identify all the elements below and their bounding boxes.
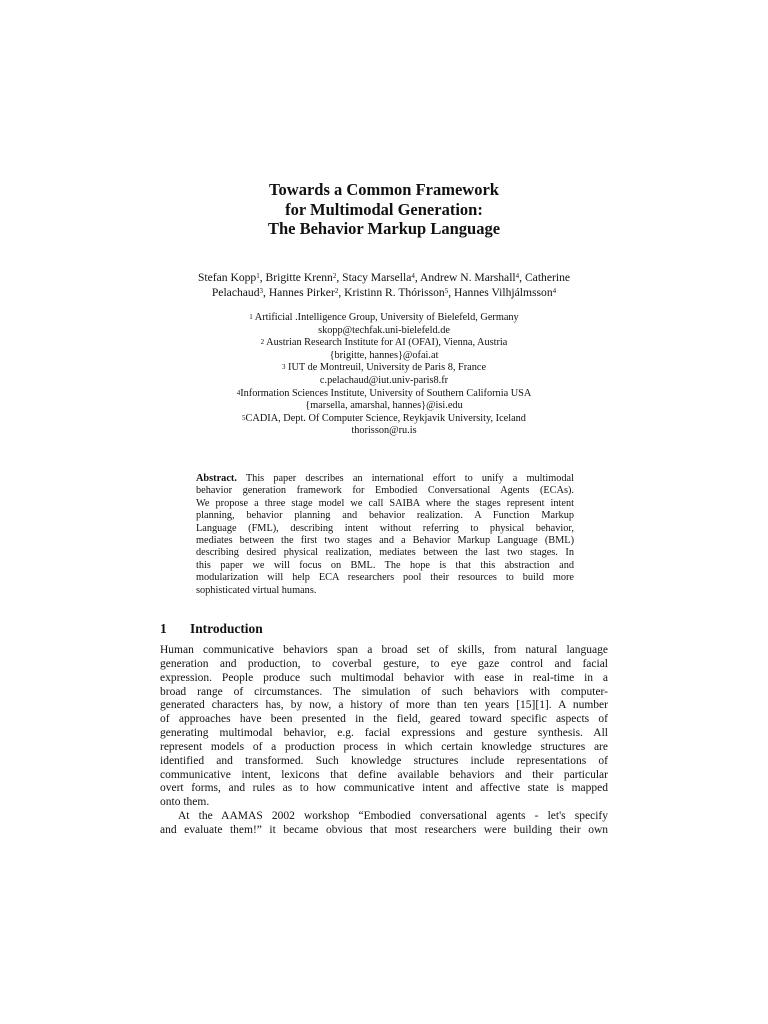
affiliation-marker: 3 xyxy=(281,363,286,372)
affiliation-text: skopp@techfak.uni-bielefeld.de xyxy=(318,324,450,336)
abstract-line: modularization will help ECA researchers pool their resources to build more xyxy=(196,572,574,584)
author-separator: , xyxy=(263,286,269,299)
title-line: for Multimodal Generation: xyxy=(285,199,483,219)
abstract-line: behavior generation framework for Embodied Conversational Agents (ECAs). xyxy=(196,485,574,497)
body-line: broad range of circumstances. The simulation of such behaviors with computer- xyxy=(160,685,608,698)
affiliation-line xyxy=(160,413,608,426)
affiliation-text: thorisson@ru.is xyxy=(351,425,417,437)
abstract-line: Language (FML), describing intent without referring to physical behavior, xyxy=(196,522,574,534)
affiliation-email xyxy=(160,375,608,388)
author-name: Andrew N. Marshall xyxy=(420,271,516,284)
body-line: generated characters has, by now, a history of more than ten years [15][1]. A number xyxy=(160,699,608,712)
author-name: Stefan Kopp xyxy=(197,271,257,284)
author-name: Hannes Vilhjálmsson xyxy=(454,286,553,299)
abstract-line: sophisticated virtual humans. xyxy=(196,584,317,596)
author-name: Hannes Pirker xyxy=(268,286,335,299)
author-name: Brigitte Krenn xyxy=(265,271,333,284)
body-line: of approaches have been presented in the field, geared toward specific aspects of xyxy=(160,713,608,726)
body-line: onto them. xyxy=(160,796,210,809)
body-line: and evaluate them!” it became obvious that most researchers were building their own xyxy=(160,823,608,836)
title-line: The Behavior Markup Language xyxy=(267,219,501,238)
abstract-text: This paper describes an international effort to unify a multimodal xyxy=(236,473,574,484)
abstract-line: describing desired physical realization, mediates between the last two stages. In xyxy=(196,547,574,559)
section-title: Introduction xyxy=(190,621,263,636)
body-text xyxy=(160,644,608,838)
affiliation-text: IUT de Montreuil, University de Paris 8, France xyxy=(285,362,487,374)
author-line-1 xyxy=(160,270,608,285)
author-separator: , xyxy=(338,286,345,299)
abstract-line xyxy=(196,473,574,485)
author-line-2 xyxy=(160,285,608,300)
paper-title xyxy=(160,180,608,239)
author-affil-marker: 3 xyxy=(259,287,264,295)
author-separator: , xyxy=(448,286,455,299)
author-affil-marker: 1 xyxy=(256,272,260,280)
affiliation-line xyxy=(160,362,608,375)
affiliation-marker: 4 xyxy=(236,388,241,397)
section-heading xyxy=(160,620,263,637)
affiliation-text: {brigitte, hannes}@ofai.at xyxy=(329,349,439,361)
body-line: represent models of a production process in which certain knowledge structures are xyxy=(160,740,608,753)
affiliation-text: CADIA, Dept. Of Computer Science, Reykjavik University, Iceland xyxy=(245,412,526,424)
abstract-line: mediates between the first two stages and a Behavior Markup Language (BML) xyxy=(196,535,574,547)
body-line: overt forms, and rules as to how communicative intent and affective state is mapped xyxy=(160,782,608,795)
affiliation-line xyxy=(160,337,608,350)
affiliation-text: Austrian Research Institute for AI (OFAI), Vienna, Austria xyxy=(264,337,508,349)
abstract-label: Abstract. xyxy=(196,473,237,484)
author-name: Kristinn R. Thórisson xyxy=(344,286,445,299)
body-line: At the AAMAS 2002 workshop “Embodied conversational agents - let's specify xyxy=(178,810,608,823)
affiliation-marker: 1 xyxy=(249,313,253,321)
author-separator: , Catherine xyxy=(519,271,571,284)
affiliation-line xyxy=(160,312,608,325)
affiliation-marker: 2 xyxy=(260,338,265,347)
body-line: generation and production, to coverbal gesture, to eye gaze control and facial xyxy=(160,657,608,670)
affiliation-text: c.pelachaud@iut.univ-paris8.fr xyxy=(319,374,449,386)
author-affil-marker: 4 xyxy=(411,272,415,280)
affiliation-text: Artificial .Intelligence Group, University of Bielefeld, Germany xyxy=(252,312,519,323)
author-affil-marker: 4 xyxy=(552,287,557,295)
abstract-line: We propose a three stage model we call SAIBA where the stages represent intent xyxy=(196,497,574,509)
title-line: Towards a Common Framework xyxy=(269,180,499,199)
section-number: 1 xyxy=(160,621,167,636)
author-affil-marker: 5 xyxy=(444,287,449,295)
author-separator: , xyxy=(259,271,266,284)
author-affil-marker: 4 xyxy=(515,272,520,280)
body-line: Human communicative behaviors span a broad set of skills, from natural language xyxy=(160,644,608,656)
affiliation-text: Information Sciences Institute, University of Southern California USA xyxy=(240,387,532,399)
affiliation-email xyxy=(160,425,608,438)
affiliation-block xyxy=(160,312,608,438)
author-separator: , xyxy=(414,271,421,284)
body-line: generating multimodal behavior, e.g. facial expressions and gesture synthesis. All xyxy=(160,727,608,740)
author-affil-marker: 2 xyxy=(334,287,339,295)
affiliation-email xyxy=(160,400,608,413)
affiliation-email xyxy=(160,350,608,363)
affiliation-text: {marsella, amarshal, hannes}@isi.edu xyxy=(305,400,463,412)
abstract-line: planning, behavior planning and behavior realization. A Function Markup xyxy=(196,510,574,522)
author-name: Stacy Marsella xyxy=(342,271,412,284)
body-line: communicative intent, lexicons that define available behaviors and their particular xyxy=(160,768,608,781)
affiliation-marker: 5 xyxy=(242,413,246,422)
author-separator: , xyxy=(336,271,343,284)
abstract-line: this paper we will focus on BML. The hope is that this abstraction and xyxy=(196,559,574,571)
author-name: Pelachaud xyxy=(211,286,260,299)
body-line: identified and transformed. Such knowledge structures include representations of xyxy=(160,754,608,767)
affiliation-line xyxy=(160,388,608,401)
author-affil-marker: 2 xyxy=(332,272,337,280)
affiliation-email xyxy=(160,325,608,338)
author-list xyxy=(160,270,608,300)
body-line: expression. People produce such multimodal behavior with ease in real-time in a xyxy=(160,671,608,684)
abstract xyxy=(196,473,574,597)
